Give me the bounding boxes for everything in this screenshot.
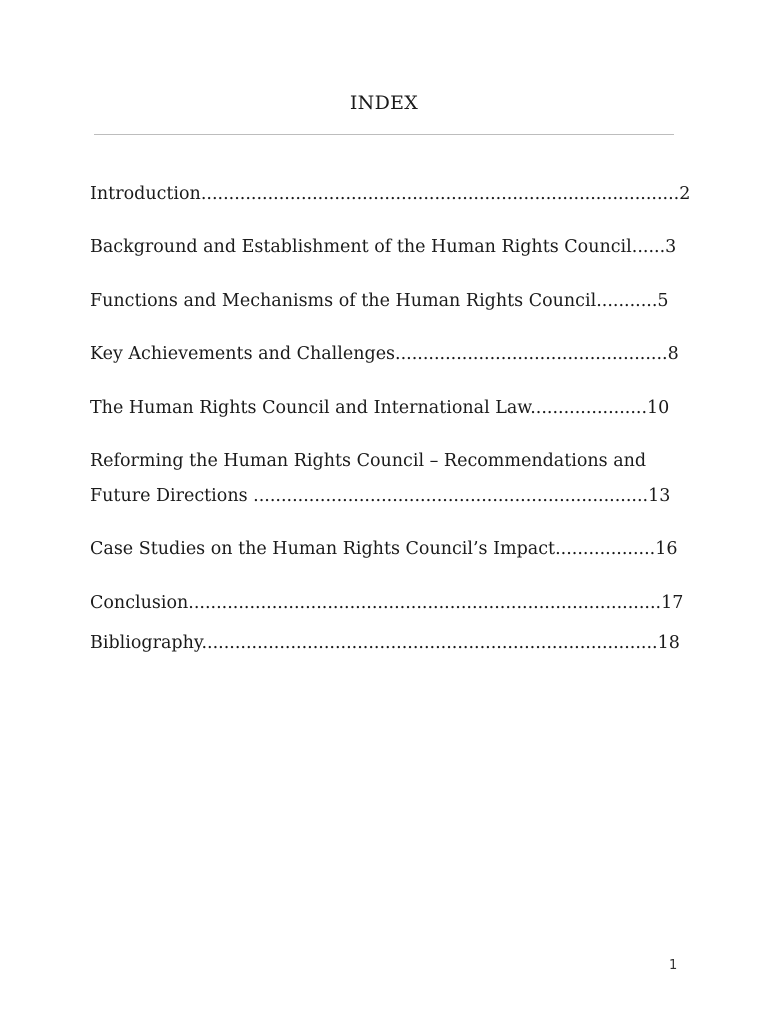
toc-leader-dots: .................. xyxy=(555,539,656,559)
toc-page-number: 8 xyxy=(667,344,679,364)
title-divider xyxy=(94,134,674,135)
toc-page-number: 18 xyxy=(657,633,680,653)
toc-entry-label-line1: Reforming the Human Rights Council – Recommendations and xyxy=(90,451,647,471)
toc-entry-label: Future Directions xyxy=(90,486,254,506)
toc-entry-label: Conclusion xyxy=(90,593,189,613)
toc-leader-dots: ...................................................................................... xyxy=(200,184,680,204)
toc-page-number: 17 xyxy=(661,593,684,613)
toc-leader-dots: .................................................................................. xyxy=(201,633,658,653)
toc-leader-dots: ...... xyxy=(631,237,666,257)
toc-entry-conclusion[interactable] xyxy=(90,592,684,614)
toc-entry-functions[interactable] xyxy=(90,290,678,312)
toc-page-number: 3 xyxy=(665,237,677,257)
toc-entry-bibliography[interactable] xyxy=(90,632,678,654)
toc-entry-case-studies[interactable] xyxy=(90,538,678,560)
toc-entry-label: Background and Establishment of the Human Rights Council xyxy=(90,237,632,257)
toc-page-number: 10 xyxy=(647,398,670,418)
toc-entry-achievements[interactable] xyxy=(90,343,678,365)
toc-entry-reforming[interactable] xyxy=(90,444,678,514)
page-title: INDEX xyxy=(349,92,419,114)
toc-entry-label: The Human Rights Council and International Law xyxy=(90,398,531,418)
page-number: 1 xyxy=(669,958,678,973)
toc-entry-international-law[interactable] xyxy=(90,397,678,419)
toc-entry-label: Functions and Mechanisms of the Human Rights Council xyxy=(90,291,597,311)
toc-leader-dots: ....................................................................... xyxy=(253,486,649,506)
toc-page-number: 13 xyxy=(648,486,671,506)
toc-entry-background[interactable] xyxy=(90,236,678,258)
toc-page-number: 16 xyxy=(655,539,678,559)
toc-entry-label: Case Studies on the Human Rights Council’s Impact xyxy=(90,539,556,559)
toc-leader-dots: ........... xyxy=(596,291,658,311)
toc-leader-dots: ..................... xyxy=(530,398,648,418)
toc-entry-label-line2 xyxy=(90,479,678,514)
toc-page-number: 5 xyxy=(657,291,669,311)
toc-leader-dots: ..................................................................................... xyxy=(188,593,662,613)
toc-page-number: 2 xyxy=(679,184,691,204)
toc-entry-label: Introduction xyxy=(90,184,201,204)
toc-entry-label: Bibliography xyxy=(90,633,202,653)
toc-leader-dots: ................................................. xyxy=(395,344,668,364)
toc-entry-introduction[interactable] xyxy=(90,183,691,205)
toc-entry-label: Key Achievements and Challenges xyxy=(90,344,396,364)
